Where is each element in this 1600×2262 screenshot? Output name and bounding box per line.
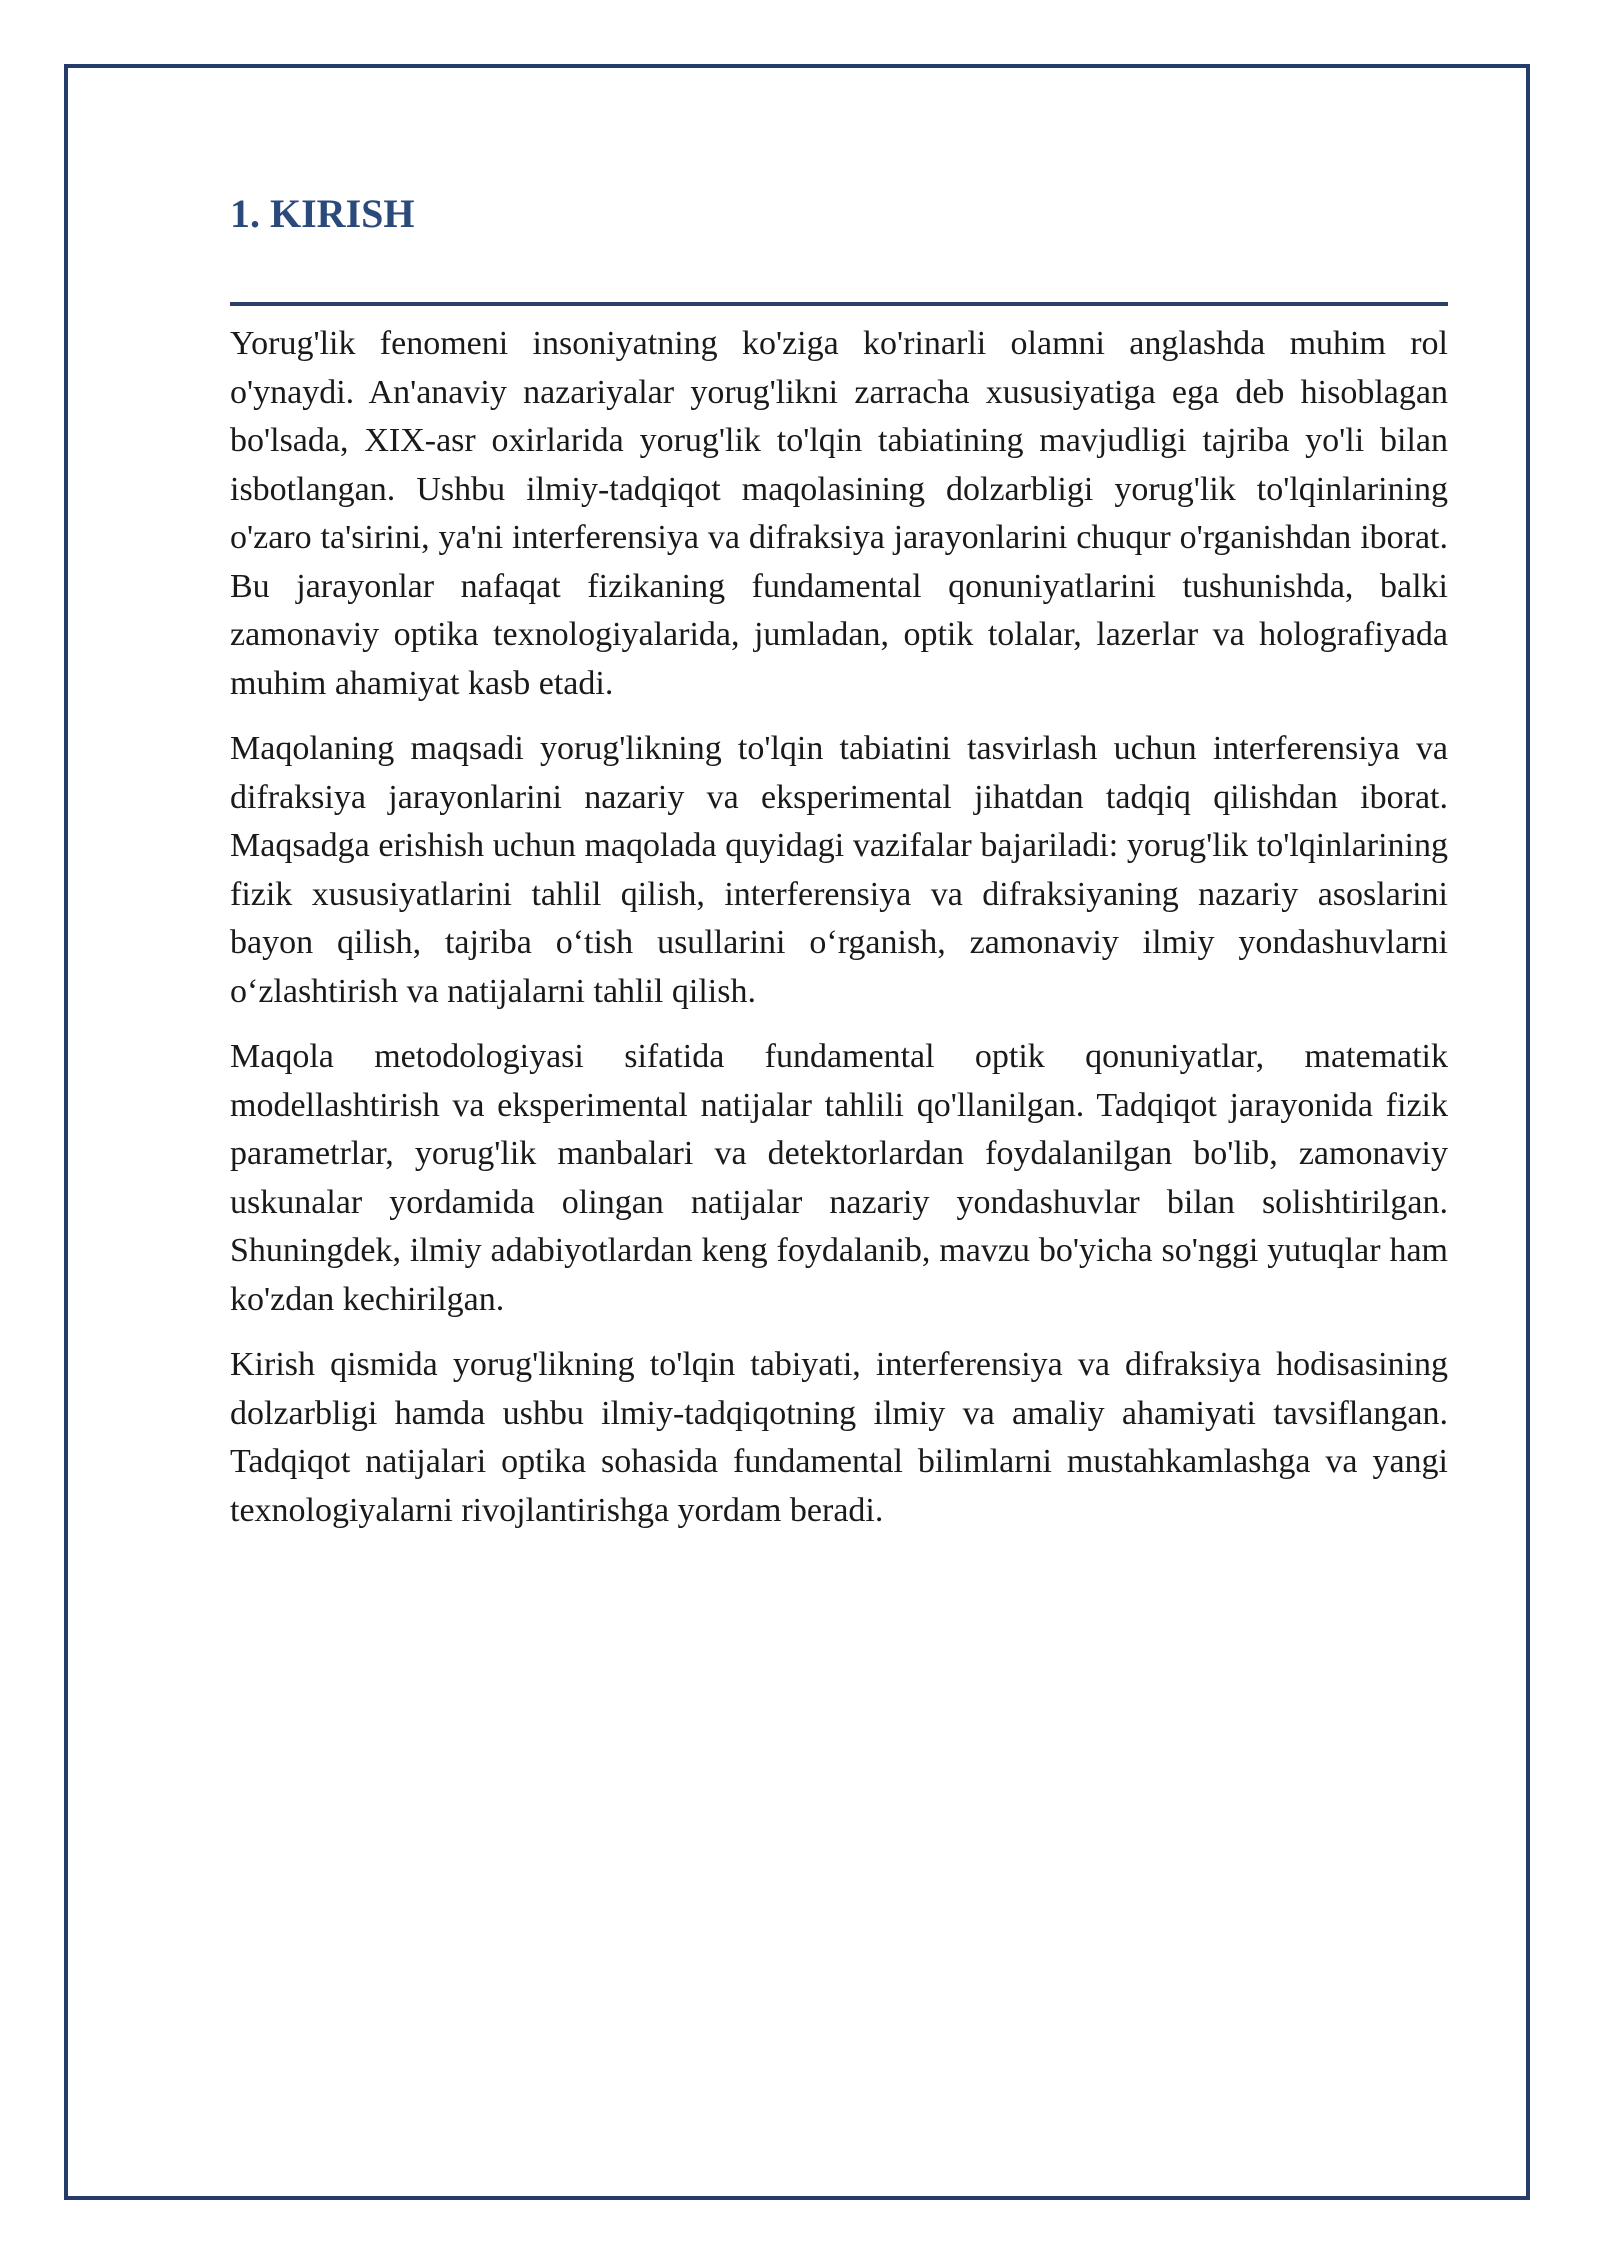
- body-text: [230, 320, 1448, 1535]
- paragraph-3: Maqola metodologiyasi sifatida fundamental optik qonuniyatlar, matematik modellashtirish va eksperimental natijalar tahlili qo'llanilgan. Tadqiqot jarayonida fizik parametrlar, yorug'lik manbalari va detektorlardan foydalanilgan bo'lib, zamonaviy uskunalar yordamida olingan natijalar nazariy yondashuvlar bilan solishtirilgan. Shuningdek, ilmiy adabiyotlardan keng foydalanib, mavzu bo'yicha so'nggi yutuqlar ham ko'zdan kechirilgan.: [230, 1038, 1448, 1318]
- document-content: [230, 186, 1448, 1552]
- paragraph-4: Kirish qismida yorug'likning to'lqin tabiyati, interferensiya va difraksiya hodisasining dolzarbligi hamda ushbu ilmiy-tadqiqotning ilmiy va amaliy ahamiyati tavsiflangan. Tadqiqot natijalari optika sohasida fundamental bilimlarni mustahkamlashga va yangi texnologiyalarni rivojlantirishga yordam beradi.: [230, 1346, 1448, 1529]
- title-divider: [230, 302, 1448, 306]
- paragraph-2: Maqolaning maqsadi yorug'likning to'lqin tabiatini tasvirlash uchun interferensiya va difraksiya jarayonlarini nazariy va eksperimental jihatdan tadqiq qilishdan iborat. Maqsadga erishish uchun maqolada quyidagi vazifalar bajariladi: yorug'lik to'lqinlarining fizik xususiyatlarini tahlil qilish, interferensiya va difraksiyaning nazariy asoslarini bayon qilish, tajriba o‘tish usullarini o‘rganish, zamonaviy ilmiy yondashuvlarni o‘zlashtirish va natijalarni tahlil qilish.: [230, 730, 1448, 1010]
- section-title: 1. KIRISH: [230, 191, 415, 236]
- paragraph-1: Yorug'lik fenomeni insoniyatning ko'ziga ko'rinarli olamni anglashda muhim rol o'ynaydi. An'anaviy nazariyalar yorug'likni zarracha xususiyatiga ega deb hisoblagan bo'lsada, XIX-asr oxirlarida yorug'lik to'lqin tabiatining mavjudligi tajriba yo'li bilan isbotlangan. Ushbu ilmiy-tadqiqot maqolasining dolzarbligi yorug'lik to'lqinlarining o'zaro ta'sirini, ya'ni interferensiya va difraksiya jarayonlarini chuqur o'rganishdan iborat. Bu jarayonlar nafaqat fizikaning fundamental qonuniyatlarini tushunishda, balki zamonaviy optika texnologiyalarida, jumladan, optik tolalar, lazerlar va holografiyada muhim ahamiyat kasb etadi.: [230, 325, 1448, 702]
